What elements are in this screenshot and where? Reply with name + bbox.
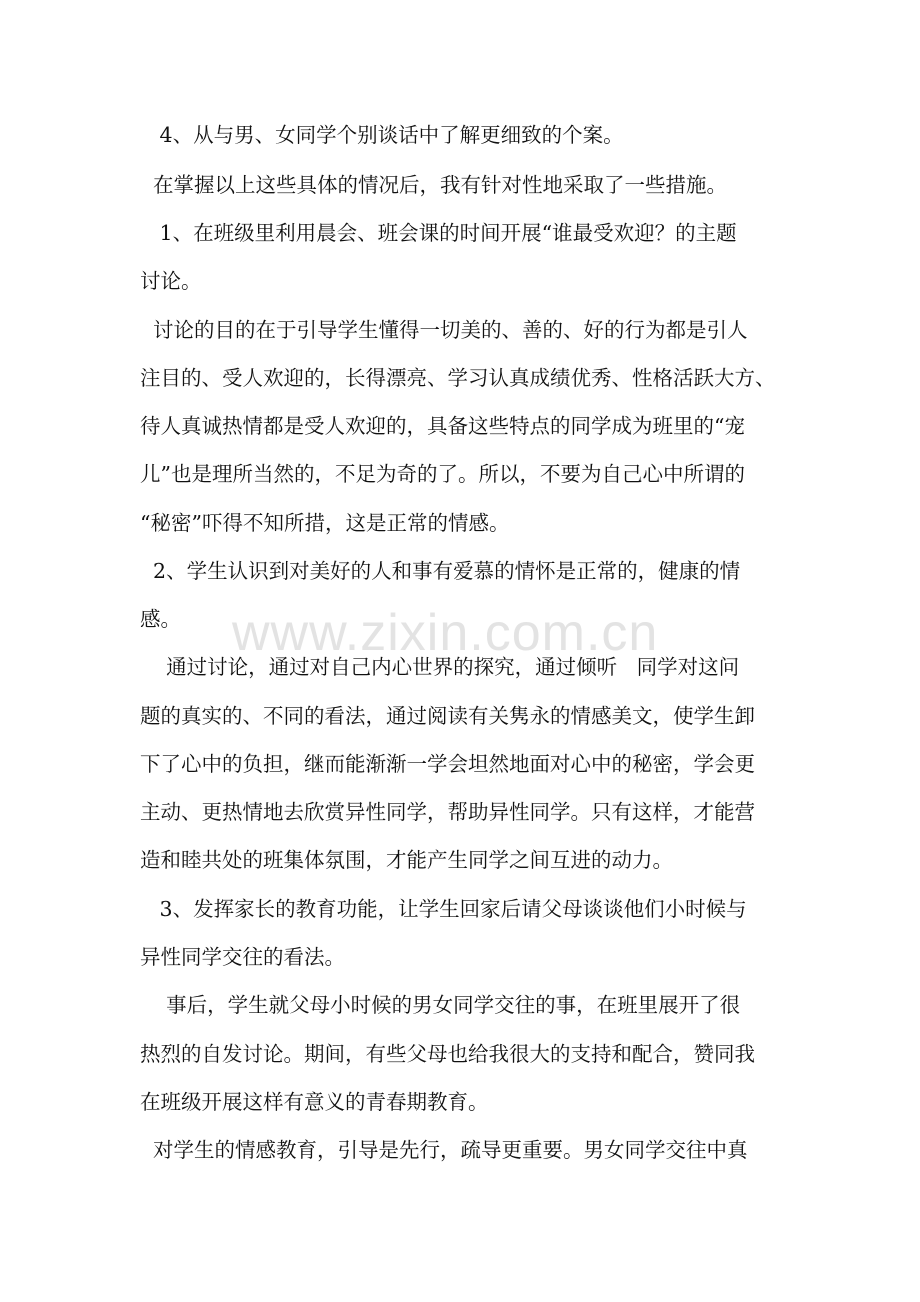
text-line: 热烈的自发讨论。期间，有些父母也给我很大的支持和配合，赞同我 bbox=[140, 1042, 755, 1066]
text-line: 通过讨论，通过对自己内心世界的探究，通过倾听 同学对这问 bbox=[140, 655, 740, 679]
text-line: 1、在班级里利用晨会、班会课的时间开展“谁最受欢迎？的主题 bbox=[140, 221, 737, 245]
text-line: 对学生的情感教育，引导是先行，疏导更重要。男女同学交往中真 bbox=[140, 1138, 748, 1162]
text-line: 主动、更热情地去欣赏异性同学，帮助异性同学。只有这样，才能营 bbox=[140, 800, 755, 824]
text-line: 事后，学生就父母小时候的男女同学交往的事，在班里展开了很 bbox=[140, 993, 741, 1017]
text-line: 造和睦共处的班集体氛围，才能产生同学之间互进的动力。 bbox=[140, 848, 673, 872]
text-line: 2、学生认识到对美好的人和事有爱慕的情怀是正常的，健康的情 bbox=[140, 559, 741, 583]
text-line: 待人真诚热情都是受人欢迎的，具备这些特点的同学成为班里的“宠 bbox=[140, 414, 745, 438]
text-line: 儿”也是理所当然的，不足为奇的了。所以，不要为自己心中所谓的 bbox=[140, 462, 745, 486]
text-line: 题的真实的、不同的看法，通过阅读有关隽永的情感美文，使学生卸 bbox=[140, 704, 755, 728]
text-line: 异性同学交往的看法。 bbox=[140, 945, 345, 969]
text-line: 下了心中的负担，继而能渐渐一学会坦然地面对心中的秘密，学会更 bbox=[140, 752, 755, 776]
text-line: 在掌握以上这些具体的情况后，我有针对性地采取了一些措施。 bbox=[140, 173, 728, 197]
text-line: 4、从与男、女同学个别谈话中了解更细致的个案。 bbox=[140, 123, 624, 147]
text-line: 感。 bbox=[140, 607, 181, 631]
text-line: 讨论。 bbox=[140, 269, 202, 293]
text-line: “秘密”吓得不知所措，这是正常的情感。 bbox=[140, 511, 510, 535]
watermark: www.zixin.com.cn bbox=[232, 604, 659, 662]
text-line: 在班级开展这样有意义的青春期教育。 bbox=[140, 1090, 489, 1114]
text-line: 讨论的目的在于引导学生懂得一切美的、善的、好的行为都是引人 bbox=[140, 318, 748, 342]
text-line: 注目的、受人欢迎的，长得漂亮、学习认真成绩优秀、性格活跃大方、 bbox=[140, 366, 776, 390]
text-line: 3、发挥家长的教育功能，让学生回家后请父母谈谈他们小时候与 bbox=[140, 897, 747, 921]
